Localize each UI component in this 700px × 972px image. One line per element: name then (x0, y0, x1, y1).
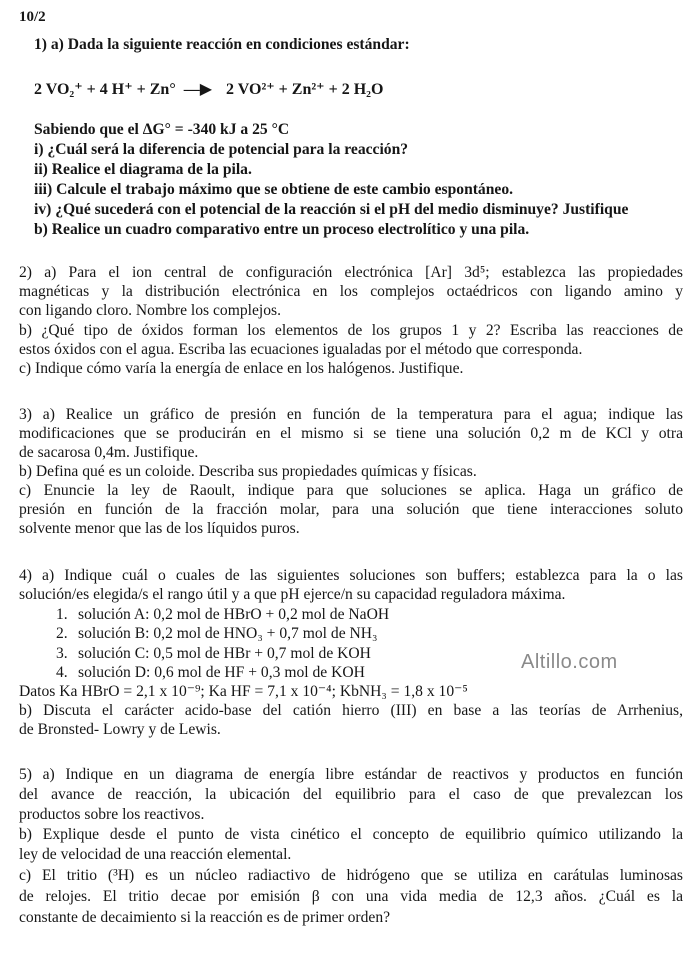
q2-line-1: 2) a) Para el ion central de configuración electrónica [Ar] 3d⁵; establezca las propiedades (19, 264, 683, 281)
q5-line-8: constante de decaimiento si la reacción es de primer orden? (19, 909, 391, 926)
page-number-header: 10/2 (19, 9, 46, 25)
q4-b-line-2: de Bronsted- Lowry y de Lewis. (19, 721, 221, 738)
solution-number: 3. (56, 645, 68, 662)
solution-number: 1. (56, 606, 68, 623)
q3-line-6: presión en función de la fracción molar, para una solución que tiene interacciones soluto (19, 501, 683, 518)
q1-given: Sabiendo que el ΔG° = -340 kJ a 25 °C (34, 121, 290, 138)
q4-solution-3 (56, 645, 371, 663)
q5-line-2: del avance de reacción, la ubicación del equilibrio para el caso de que prevalezcan los (19, 786, 683, 803)
solution-text: solución D: 0,6 mol de HF + 0,3 mol de KOH (78, 664, 365, 681)
q4-data-line: Datos Ka HBrO = 2,1 x 10⁻⁹; Ka HF = 7,1 x 10⁻⁴; KbNH₃ = 1,8 x 10⁻⁵ (19, 683, 468, 700)
q1-equation (34, 81, 383, 99)
q4-line-2: solución/es elegida/s el rango útil y a que pH ejerce/n su capacidad reguladora máxima. (19, 586, 566, 603)
q5-line-1: 5) a) Indique en un diagrama de energía libre estándar de reactivos y productos en función (19, 766, 683, 783)
q3-line-2: modificaciones que se producirán en el mismo si se tiene una solución 0,2 m de KCl y otra (19, 425, 683, 442)
q1-item-iv: iv) ¿Qué sucederá con el potencial de la reacción si el pH del medio disminuye? Justifique (34, 201, 629, 218)
q2-line-6: c) Indique cómo varía la energía de enlace en los halógenos. Justifique. (19, 360, 464, 377)
q2-line-4: b) ¿Qué tipo de óxidos forman los elementos de los grupos 1 y 2? Escriba las reacciones de (19, 322, 683, 339)
equation-products: 2 VO²⁺ + Zn²⁺ + 2 H₂O (226, 81, 384, 98)
q5-line-5: ley de velocidad de una reacción elemental. (19, 846, 292, 863)
solution-text: solución A: 0,2 mol de HBrO + 0,2 mol de NaOH (78, 606, 390, 623)
solution-number: 2. (56, 625, 68, 642)
q2-line-2: magnéticas y la distribución electrónica en los complejos octaédricos con ligando amino y (19, 283, 683, 300)
solution-text: solución B: 0,2 mol de HNO₃ + 0,7 mol de NH₃ (78, 625, 378, 642)
q4-solution-4 (56, 664, 365, 682)
q5-line-7: de relojes. El tritio decae por emisión β con una vida media de 12,3 años. ¿Cuál es la (19, 888, 683, 905)
equation-reactants: 2 VO₂⁺ + 4 H⁺ + Zn° (34, 81, 176, 98)
q4-b-line-1: b) Discuta el carácter acido-base del catión hierro (III) en base a las teorías de Arrhenius, (19, 702, 683, 719)
q2-line-5: estos óxidos con el agua. Escriba las ecuaciones igualadas por el método que corresponda. (19, 341, 583, 358)
q1-item-b: b) Realice un cuadro comparativo entre un proceso electrolítico y una pila. (34, 221, 530, 238)
equation-arrow: —▶ (183, 81, 213, 98)
q4-solution-2 (56, 625, 377, 643)
q1-item-ii: ii) Realice el diagrama de la pila. (34, 161, 252, 178)
q3-line-1: 3) a) Realice un gráfico de presión en función de la temperatura para el agua; indique las (19, 406, 683, 423)
q4-line-1: 4) a) Indique cuál o cuales de las siguientes soluciones son buffers; establezca para la o las (19, 567, 683, 584)
solution-number: 4. (56, 664, 68, 681)
q1-item-i: i) ¿Cuál será la diferencia de potencial para la reacción? (34, 141, 409, 158)
q1-intro: 1) a) Dada la siguiente reacción en condiciones estándar: (34, 36, 410, 53)
q5-line-3: productos sobre los reactivos. (19, 806, 205, 823)
solution-text: solución C: 0,5 mol de HBr + 0,7 mol de KOH (78, 645, 371, 662)
q3-line-5: c) Enuncie la ley de Raoult, indique para que soluciones se aplica. Haga un gráfico de (19, 482, 683, 499)
q1-item-iii: iii) Calcule el trabajo máximo que se obtiene de este cambio espontáneo. (34, 181, 514, 198)
q3-line-3: de sacarosa 0,4m. Justifique. (19, 444, 199, 461)
watermark: Altillo.com (521, 651, 618, 673)
q4-solution-1 (56, 606, 389, 624)
q3-line-7: solvente menor que las de los líquidos puros. (19, 520, 300, 537)
q2-line-3: con ligando cloro. Nombre los complejos. (19, 302, 282, 319)
q5-line-4: b) Explique desde el punto de vista cinético el concepto de equilibrio químico utilizando la (19, 826, 683, 843)
q3-line-4: b) Defina qué es un coloide. Describa sus propiedades químicas y físicas. (19, 463, 477, 480)
q5-line-6: c) El tritio (³H) es un núcleo radiactivo de hidrógeno que se utiliza en carátulas luminosas (19, 867, 683, 884)
